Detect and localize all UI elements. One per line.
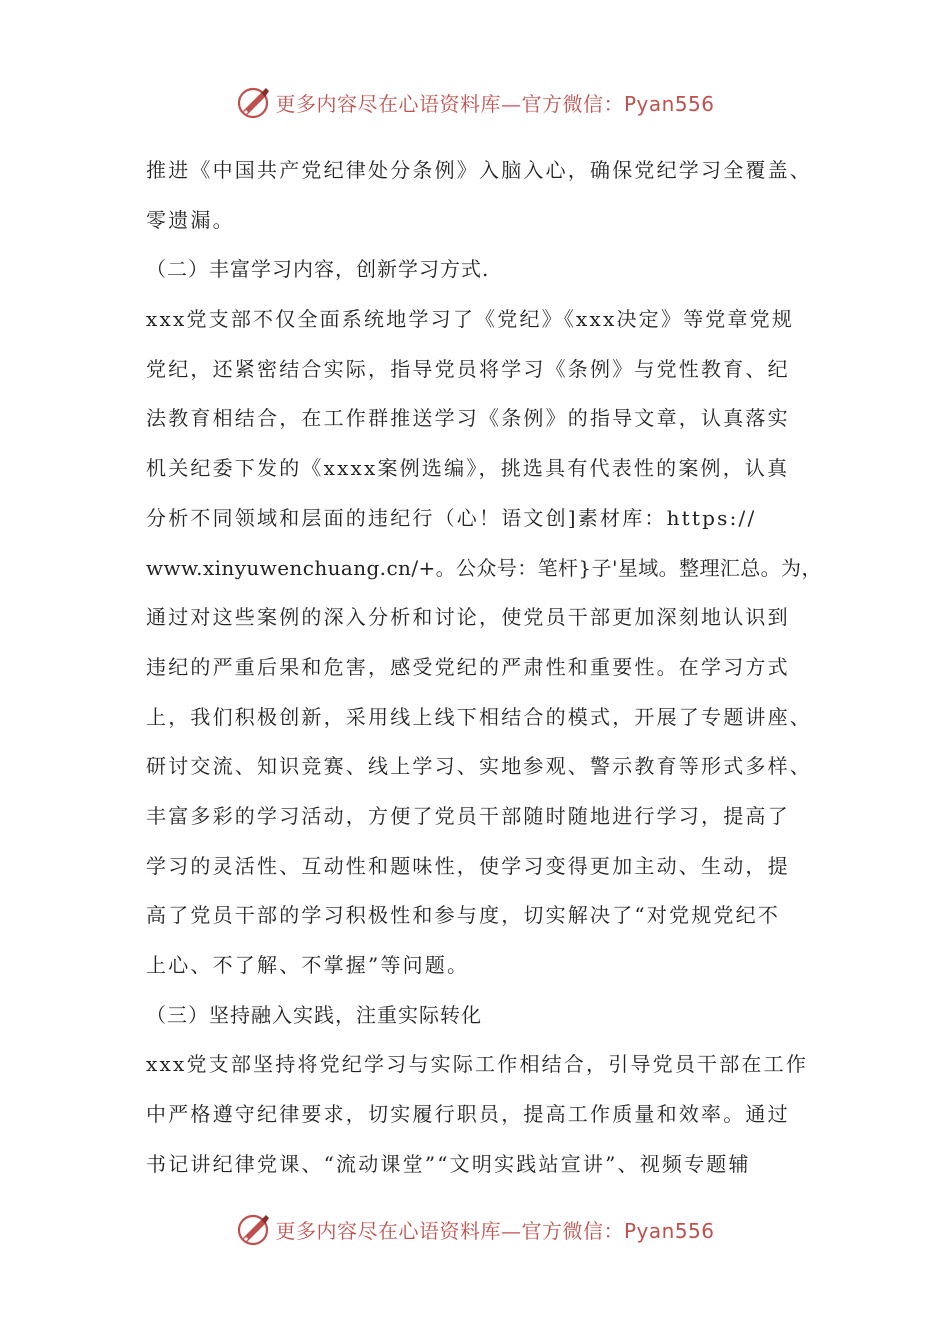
banner-text: 更多内容尽在心语资料库—官方微信：Pyan556 xyxy=(275,1218,715,1243)
text-line: 学习的灵活性、互动性和题味性，使学习变得更加主动、生动，提 xyxy=(146,853,790,878)
text-line: 分析不同领域和层面的违纪行（心！语文创]素材库：https:// xyxy=(146,505,757,530)
text-line: 书记讲纪律党课、“流动课堂”“文明实践站宣讲”、视频专题辅 xyxy=(146,1151,751,1176)
pen-logo-icon xyxy=(235,1211,271,1247)
text-line: xxx党支部坚持将党纪学习与实际工作相结合，引导党员干部在工作 xyxy=(146,1052,809,1077)
text-line: 中严格遵守纪律要求，切实履行职员，提高工作质量和效率。通过 xyxy=(146,1102,790,1127)
pen-logo-icon xyxy=(235,84,271,120)
document-body xyxy=(146,146,826,1189)
text-line: www.xinyuwenchuang.cn/+。公众号：笔杆}子'星域。整理汇总。为， xyxy=(146,555,822,580)
text-line: 机关纪委下发的《xxxx案例选编》，挑选具有代表性的案例，认真 xyxy=(146,456,790,481)
text-line: 丰富多彩的学习活动，方便了党员干部随时随地进行学习，提高了 xyxy=(146,803,790,828)
section-heading: （三）坚持融入实践，注重实际转化 xyxy=(146,1002,482,1027)
text-line: 推进《中国共产党纪律处分条例》入脑入心，确保党纪学习全覆盖、 xyxy=(146,158,812,182)
section-heading: （二）丰富学习内容，创新学习方式. xyxy=(146,257,490,282)
footer-banner xyxy=(0,1207,950,1251)
text-line: 上心、不了解、不掌握”等问题。 xyxy=(146,953,470,977)
text-line: 研讨交流、知识竞赛、线上学习、实地参观、警示教育等形式多样、 xyxy=(146,754,812,779)
text-line: xxx党支部不仅全面系统地学习了《党纪》《xxx决定》等党章党规 xyxy=(146,307,795,332)
text-line: 违纪的严重后果和危害，感受党纪的严肃性和重要性。在学习方式 xyxy=(146,654,790,679)
text-line: 零遗漏。 xyxy=(146,207,235,232)
banner-text: 更多内容尽在心语资料库—官方微信：Pyan556 xyxy=(275,91,715,116)
text-line: 通过对这些案例的深入分析和讨论，使党员干部更加深刻地认识到 xyxy=(146,605,790,630)
header-banner xyxy=(0,80,950,124)
text-line: 法教育相结合，在工作群推送学习《条例》的指导文章，认真落实 xyxy=(146,406,790,431)
text-line: 高了党员干部的学习积极性和参与度，切实解决了“对党规党纪不 xyxy=(146,903,781,928)
text-line: 党纪，还紧密结合实际，指导党员将学习《条例》与党性教育、纪 xyxy=(146,356,790,381)
text-line: 上，我们积极创新，采用线上线下相结合的模式，开展了专题讲座、 xyxy=(146,704,812,729)
